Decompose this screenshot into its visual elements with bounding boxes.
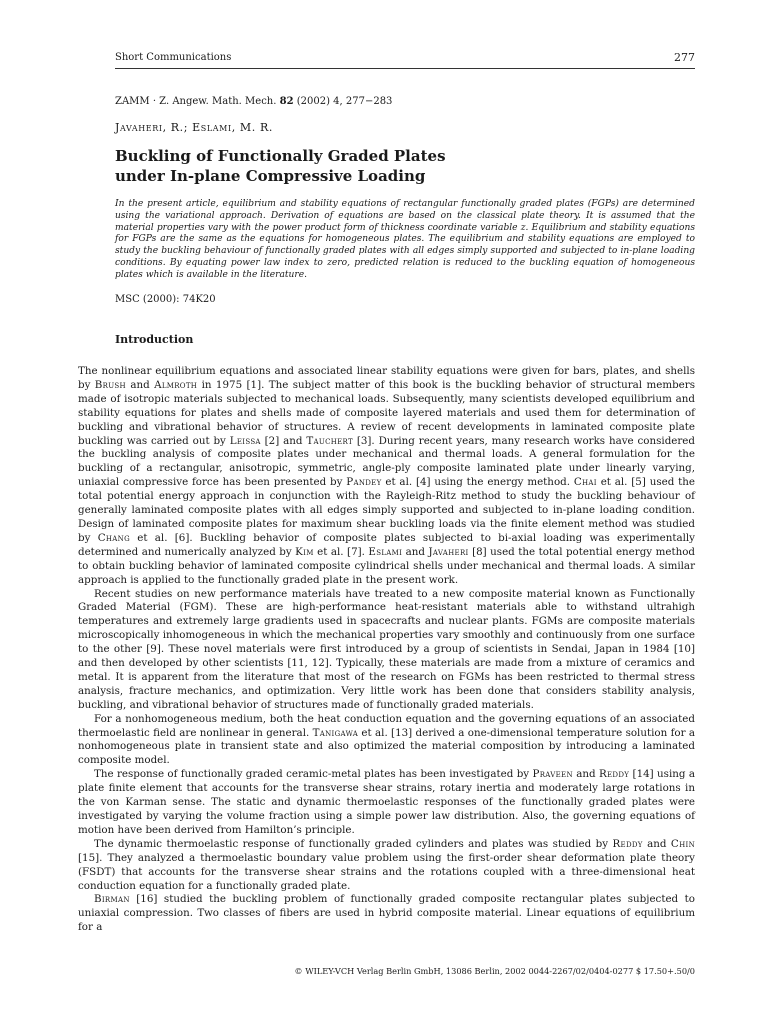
copyright-footer: © WILEY-VCH Verlag Berlin GmbH, 13086 Berlin, 2002 0044-2267/02/0404-0277 $ 17.50+.50/0 (294, 966, 695, 976)
paragraph: The nonlinear equilibrium equations and associated linear stability equations were given for bars, plates, and shells by Brush and Almroth in 1975 [1]. The subject matter of this book is the buckling behavior of structural members made of isotropic materials subjected to mechanical loads. Subsequently, many scientists developed equilibrium and stability equations for plates and shells made of composite layered materials and used them for determination of buckling and vibrational behavior of structures. A review of recent developments in laminated composite plate buckling was carried out by Leissa [2] and Tauchert [3]. During recent years, many research works have considered the buckling analysis of composite plates under mechanical and thermal loads. A general formulation for the buckling of a rectangular, anisotropic, symmetric, angle-ply composite laminated plate under linearly varying, uniaxial compressive force has been presented by Pandey et al. [4] using the energy method. Chai et al. [5] used the total potential energy approach in conjunction with the Rayleigh-Ritz method to study the buckling behaviour of generally laminated composite plates with all edges simply supported and subjected to in-plane loading condition. Design of laminated composite plates for maximum shear buckling loads via the finite element method was studied by Chang et al. [6]. Buckling behavior of composite plates subjected to bi-axial loading was experimentally determined and numerically analyzed by Kim et al. [7]. Eslami and Javaheri [8] used the total potential energy method to obtain buckling behavior of laminated composite cylindrical shells under mechanical and thermal loads. A similar approach is applied to the functionally graded plate in the present work. (78, 365, 696, 586)
citation-volume: 82 (279, 96, 294, 107)
author-name: Brush (94, 378, 126, 391)
paper-title (115, 146, 675, 186)
paragraph: For a nonhomogeneous medium, both the heat conduction equation and the governing equations of an associated thermoelastic field are nonlinear in general. Tanigawa et al. [13] derived a one-dimensional temperature solution for a nonhomogeneous plate in transient state and also optimized the material composition by introducing a laminated composite model. (78, 712, 696, 767)
author-name: Tanigawa (312, 726, 359, 739)
citation-issue-pages: (2002) 4, 277−283 (296, 96, 393, 107)
paragraph: Recent studies on new performance materials have treated to a new composite material known as Functionally Graded Material (FGM). These are high-performance heat-resistant materials able to withstand ultrahigh temperatures and extremely large gradients used in spacecrafts and nuclear plants. FGMs are composite materials microscopically inhomogeneous in which the mechanical properties vary smoothly and continuously from one surface to the other [9]. These novel materials were first introduced by a group of scientists in Sendai, Japan in 1984 [10] and then developed by other scientists [11, 12]. Typically, these materials are made from a mixture of ceramics and metal. It is apparent from the literature that most of the research on FGMs has been restricted to thermal stress analysis, fracture mechanics, and optimization. Very little work has been done that considers stability analysis, buckling, and vibrational behavior of structures made of functionally graded materials. (78, 587, 695, 711)
author-name: Chin (670, 837, 695, 850)
author-name: Kim (295, 545, 314, 558)
author-name: Chang (97, 531, 130, 544)
header-section-name: Short Communications (115, 52, 232, 63)
header-rule (115, 68, 695, 69)
author-name: Birman (94, 893, 130, 906)
author-name: Reddy (598, 768, 630, 781)
title-line-2: under In-plane Compressive Loading (115, 167, 426, 185)
msc-classification: MSC (2000): 74K20 (115, 294, 216, 305)
body-text (78, 365, 695, 935)
authors: Javaheri, R.; Eslami, M. R. (115, 121, 273, 134)
author-name: Almroth (154, 378, 198, 391)
author-name: Chai (573, 476, 597, 489)
author-name: Tauchert (306, 434, 353, 447)
author-name: Javaheri (428, 545, 469, 558)
author-name: Eslami (368, 545, 403, 558)
paragraph: The dynamic thermoelastic response of functionally graded cylinders and plates was studied by Reddy and Chin [15]. They analyzed a thermoelastic boundary value problem using the first-order shear deformation plate theory (FSDT) that accounts for the transverse shear strains and the rotations coupled with a three-dimensional heat conduction equation for a functionally graded plate. (78, 837, 695, 892)
abstract: In the present article, equilibrium and stability equations of rectangular functionally graded plates (FGPs) are determined using the variational approach. Derivation of equations are based on the classical plate theory. It is assumed that the material properties vary with the power product form of thickness coordinate variable z. Equilibrium and stability equations for FGPs are the same as the equations for homogeneous plates. The equilibrium and stability equations are employed to study the buckling behaviour of functionally graded plates with all edges simply supported and subjected to in-plane loading conditions. By equating power law index to zero, predicted relation is reduced to the buckling equation of homogeneous plates which is available in the literature. (115, 199, 695, 280)
paragraph: The response of functionally graded ceramic-metal plates has been investigated by Praveen and Reddy [14] using a plate finite element that accounts for the transverse shear strains, rotary inertia and moderately large rotations in the von Karman sense. The static and dynamic thermoelastic responses of the functionally graded plates were investigated by varying the volume fraction using a simple power law distribution. Also, the governing equations of motion have been derived from Hamilton’s principle. (78, 768, 695, 836)
citation-journal: ZAMM · Z. Angew. Math. Mech. (115, 96, 277, 107)
paragraph: Birman [16] studied the buckling problem of functionally graded composite rectangular plates subjected to uniaxial compression. Two classes of fibers are used in hybrid composite material. Linear equations of equilibrium for a (78, 893, 695, 934)
author-name: Pandey (346, 476, 382, 489)
section-heading: Introduction (115, 333, 194, 346)
title-line-1: Buckling of Functionally Graded Plates (115, 147, 446, 165)
author-name: Praveen (532, 768, 573, 781)
page-number: 277 (674, 51, 695, 64)
journal-citation (115, 96, 392, 107)
author-name: Reddy (612, 837, 643, 850)
author-name: Leissa (229, 434, 261, 447)
